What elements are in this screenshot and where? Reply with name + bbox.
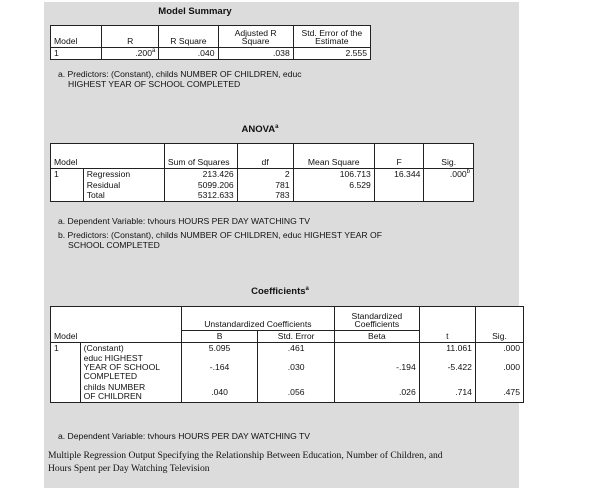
coef-header-model: Model (51, 331, 182, 343)
coef-header-beta: Beta (334, 331, 419, 343)
anova-row-residual-f (374, 180, 424, 191)
anova-header-sum-sq: Sum of Squares (164, 144, 237, 169)
figure-caption (48, 449, 508, 475)
coef-note (58, 431, 310, 441)
anova-table (50, 143, 474, 202)
anova-title-text: ANOVA (241, 124, 276, 135)
ms-note-line2: HIGHEST YEAR OF SCHOOL COMPLETED (68, 79, 241, 89)
anova-note-b-line2: SCHOOL COMPLETED (68, 240, 160, 250)
anova-note-a: a. Dependent Variable: tvhours HOURS PER DAY WATCHING TV (58, 216, 311, 226)
ms-header-std-error: Std. Error of the Estimate (293, 26, 370, 48)
coef-row-childs-label (80, 382, 181, 403)
model-summary-title (120, 6, 270, 17)
coef-row-childs-sig: .475 (475, 382, 523, 403)
coef-row-childs-b: .040 (181, 382, 258, 403)
anova-row-residual-sum-sq: 5099.206 (164, 180, 237, 191)
caption-line2: Hours Spent per Day Watching Television (48, 463, 210, 474)
ms-r-superscript: a (151, 48, 156, 55)
coef-row-educ-sig: .000 (475, 353, 523, 382)
anova-header-model: Model (51, 144, 165, 169)
coef-row-childs-std-error: .056 (258, 382, 335, 403)
anova-row-regression-sig (424, 169, 474, 180)
coef-row-constant-label: (Constant) (80, 342, 181, 353)
anova-row-residual-sig (424, 180, 474, 191)
coef-row-constant-t: 11.061 (419, 342, 475, 353)
coef-header-blank (51, 307, 182, 331)
ms-row-r (102, 48, 159, 60)
coef-header-blank-sig (475, 307, 523, 331)
anova-row-residual-df: 781 (237, 180, 293, 191)
ms-header-r-square: R Square (159, 26, 218, 48)
anova-title (210, 124, 310, 135)
coef-header-standardized: Standardized Coefficients (334, 307, 419, 331)
coef-header-std-error: Std. Error (258, 331, 335, 343)
coef-row-constant-std-error: .461 (258, 342, 335, 353)
ms-header-r: R (102, 26, 159, 48)
coef-row-constant-beta (334, 342, 419, 353)
ms-note (58, 69, 302, 89)
coef-childs-label-line2: OF CHILDREN (83, 391, 142, 402)
anova-row-total-label: Total (83, 190, 164, 201)
anova-row-total-sig (424, 190, 474, 201)
caption-line1: Multiple Regression Output Specifying the Relationship Between Education, Number of Children, and (48, 450, 443, 461)
coef-header-sig: Sig. (475, 331, 523, 343)
anova-row-regression-df: 2 (237, 169, 293, 180)
coefficients-table (50, 306, 524, 403)
ms-row-model: 1 (51, 48, 102, 60)
anova-sig-value: .000 (449, 169, 467, 179)
ms-note-line1: a. Predictors: (Constant), childs NUMBER OF CHILDREN, educ (58, 69, 302, 79)
coef-row-educ-std-error: .030 (258, 353, 335, 382)
ms-row-std-error: 2.555 (293, 48, 370, 60)
anova-sig-superscript: b (466, 169, 470, 176)
coef-row-educ-label (80, 353, 181, 382)
anova-note-b-line1: b. Predictors: (Constant), childs NUMBER OF CHILDREN, educ HIGHEST YEAR OF (58, 230, 382, 240)
anova-row-regression-sum-sq: 213.426 (164, 169, 237, 180)
anova-header-sig: Sig. (424, 144, 474, 169)
model-summary-title-text: Model Summary (158, 6, 232, 17)
coef-header-blank-t (419, 307, 475, 331)
anova-row-regression-label: Regression (83, 169, 164, 180)
anova-row-residual-label: Residual (83, 180, 164, 191)
ms-header-model: Model (51, 26, 102, 48)
anova-title-superscript: a (275, 123, 279, 130)
anova-row-regression-f: 16.344 (374, 169, 424, 180)
coef-header-unstandardized: Unstandardized Coefficients (181, 307, 334, 331)
coef-educ-label-line2: YEAR OF SCHOOL (83, 362, 161, 373)
anova-row-total-df: 783 (237, 190, 293, 201)
coef-row-childs-beta: .026 (334, 382, 419, 403)
anova-row-regression-mean-sq: 106.713 (293, 169, 374, 180)
ms-header-adj-r-square: Adjusted R Square (218, 26, 293, 48)
anova-row-residual-mean-sq: 6.529 (293, 180, 374, 191)
coef-row-childs-t: .714 (419, 382, 475, 403)
ms-row-r-square: .040 (159, 48, 218, 60)
ms-row-adj-r-square: .038 (218, 48, 293, 60)
anova-row-total-f (374, 190, 424, 201)
anova-header-df: df (237, 144, 293, 169)
anova-model-number: 1 (51, 169, 84, 202)
coef-note-a: a. Dependent Variable: tvhours HOURS PER DAY WATCHING TV (58, 431, 311, 441)
coef-row-constant-sig: .000 (475, 342, 523, 353)
anova-header-f: F (374, 144, 424, 169)
coefficients-title-text: Coefficients (251, 286, 306, 297)
coef-header-t: t (419, 331, 475, 343)
model-summary-table (50, 25, 371, 60)
coef-row-educ-b: -.164 (181, 353, 258, 382)
coef-row-educ-beta: -.194 (334, 353, 419, 382)
coef-model-number: 1 (51, 342, 81, 403)
coef-educ-label-line3: COMPLETED (83, 371, 138, 382)
anova-row-total-mean-sq (293, 190, 374, 201)
anova-notes (58, 216, 382, 250)
coef-row-educ-t: -5.422 (419, 353, 475, 382)
anova-row-total-sum-sq: 5312.633 (164, 190, 237, 201)
coef-childs-label-line1: childs NUMBER (83, 382, 146, 393)
coefficients-title (230, 286, 330, 297)
coef-educ-label-line1: educ HIGHEST (83, 353, 143, 364)
anova-header-mean-sq: Mean Square (293, 144, 374, 169)
ms-r-value: .200 (135, 48, 152, 58)
coef-header-b: B (181, 331, 258, 343)
coefficients-title-superscript: a (305, 285, 309, 292)
coef-row-constant-b: 5.095 (181, 342, 258, 353)
